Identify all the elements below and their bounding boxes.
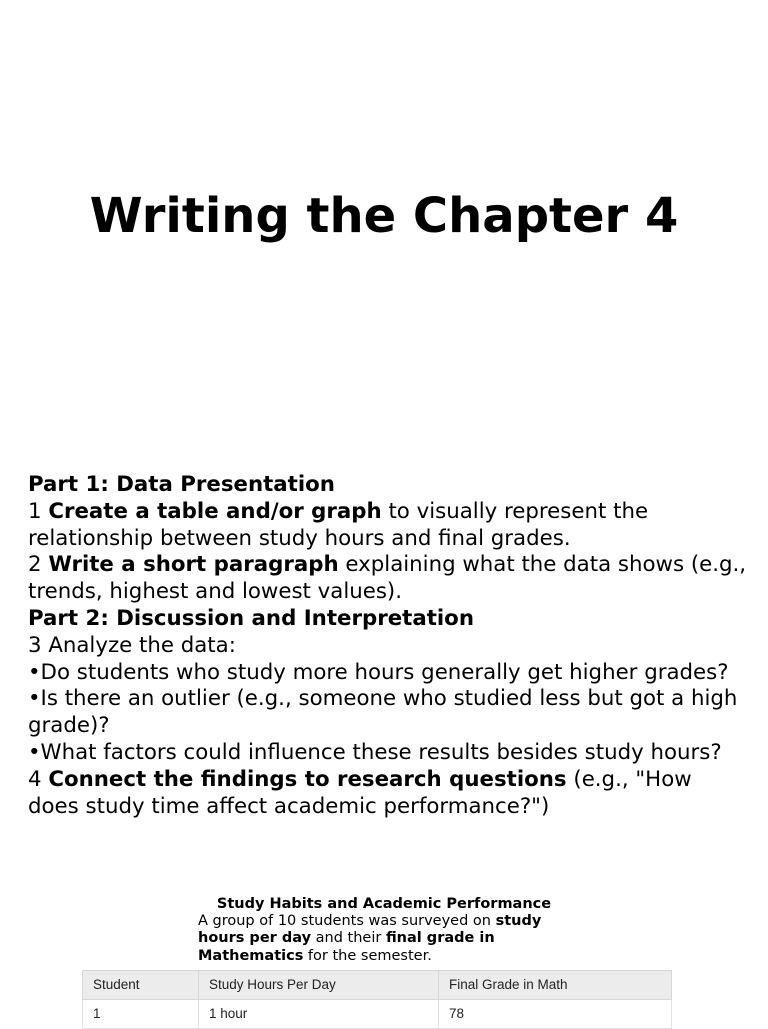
item-1-number: 1: [28, 498, 49, 524]
item-1: [28, 499, 748, 553]
desc-text: for the semester.: [303, 947, 432, 964]
desc-bold: study hours per day: [198, 913, 542, 947]
column-header: Study Hours Per Day: [199, 970, 439, 999]
desc-text: and their: [311, 930, 386, 947]
bullet-item: •What factors could influence these results besides study hours?: [28, 739, 722, 765]
table-cell: 1: [83, 999, 199, 1028]
item-2-text: explaining what the data shows (e.g., trends, highest and lowest values).: [28, 552, 747, 605]
item-2-number: 2: [28, 552, 49, 578]
desc-bold: final grade in Mathematics: [198, 930, 495, 964]
document-description: [198, 913, 558, 965]
item-4: [28, 767, 748, 821]
part1-heading: Part 1: Data Presentation: [28, 472, 335, 497]
table-cell: 1 hour: [199, 999, 439, 1028]
column-header: Student: [83, 970, 199, 999]
data-table: [82, 970, 672, 1029]
item-1-bold: Create a table and/or graph: [48, 498, 382, 524]
embedded-document: [82, 894, 672, 1029]
part2-heading: Part 2: Discussion and Interpretation: [28, 605, 474, 631]
slide-title: Writing the Chapter 4: [89, 188, 679, 244]
table-header-row: [83, 970, 672, 999]
slide-content: [28, 472, 748, 864]
table-cell: 78: [439, 999, 672, 1028]
item-2: [28, 552, 748, 606]
bullet-item: •Do students who study more hours generally get higher grades?: [28, 659, 729, 685]
column-header: Final Grade in Math: [439, 970, 672, 999]
item-1-text: to visually represent the relationship between study hours and final grades.: [28, 498, 649, 551]
item-4-number: 4: [28, 766, 49, 792]
bullet-item: •Is there an outlier (e.g., someone who studied less but got a high grade)?: [28, 686, 738, 739]
document-title: Study Habits and Academic Performance: [216, 896, 552, 912]
item-4-bold: Connect the findings to research questions: [48, 766, 567, 792]
item-4-text: (e.g., "How does study time affect academic performance?"): [28, 766, 692, 819]
desc-text: A group of 10 students was surveyed on: [198, 913, 496, 930]
item-2-bold: Write a short paragraph: [48, 552, 339, 578]
item-3: 3 Analyze the data:: [28, 632, 236, 658]
